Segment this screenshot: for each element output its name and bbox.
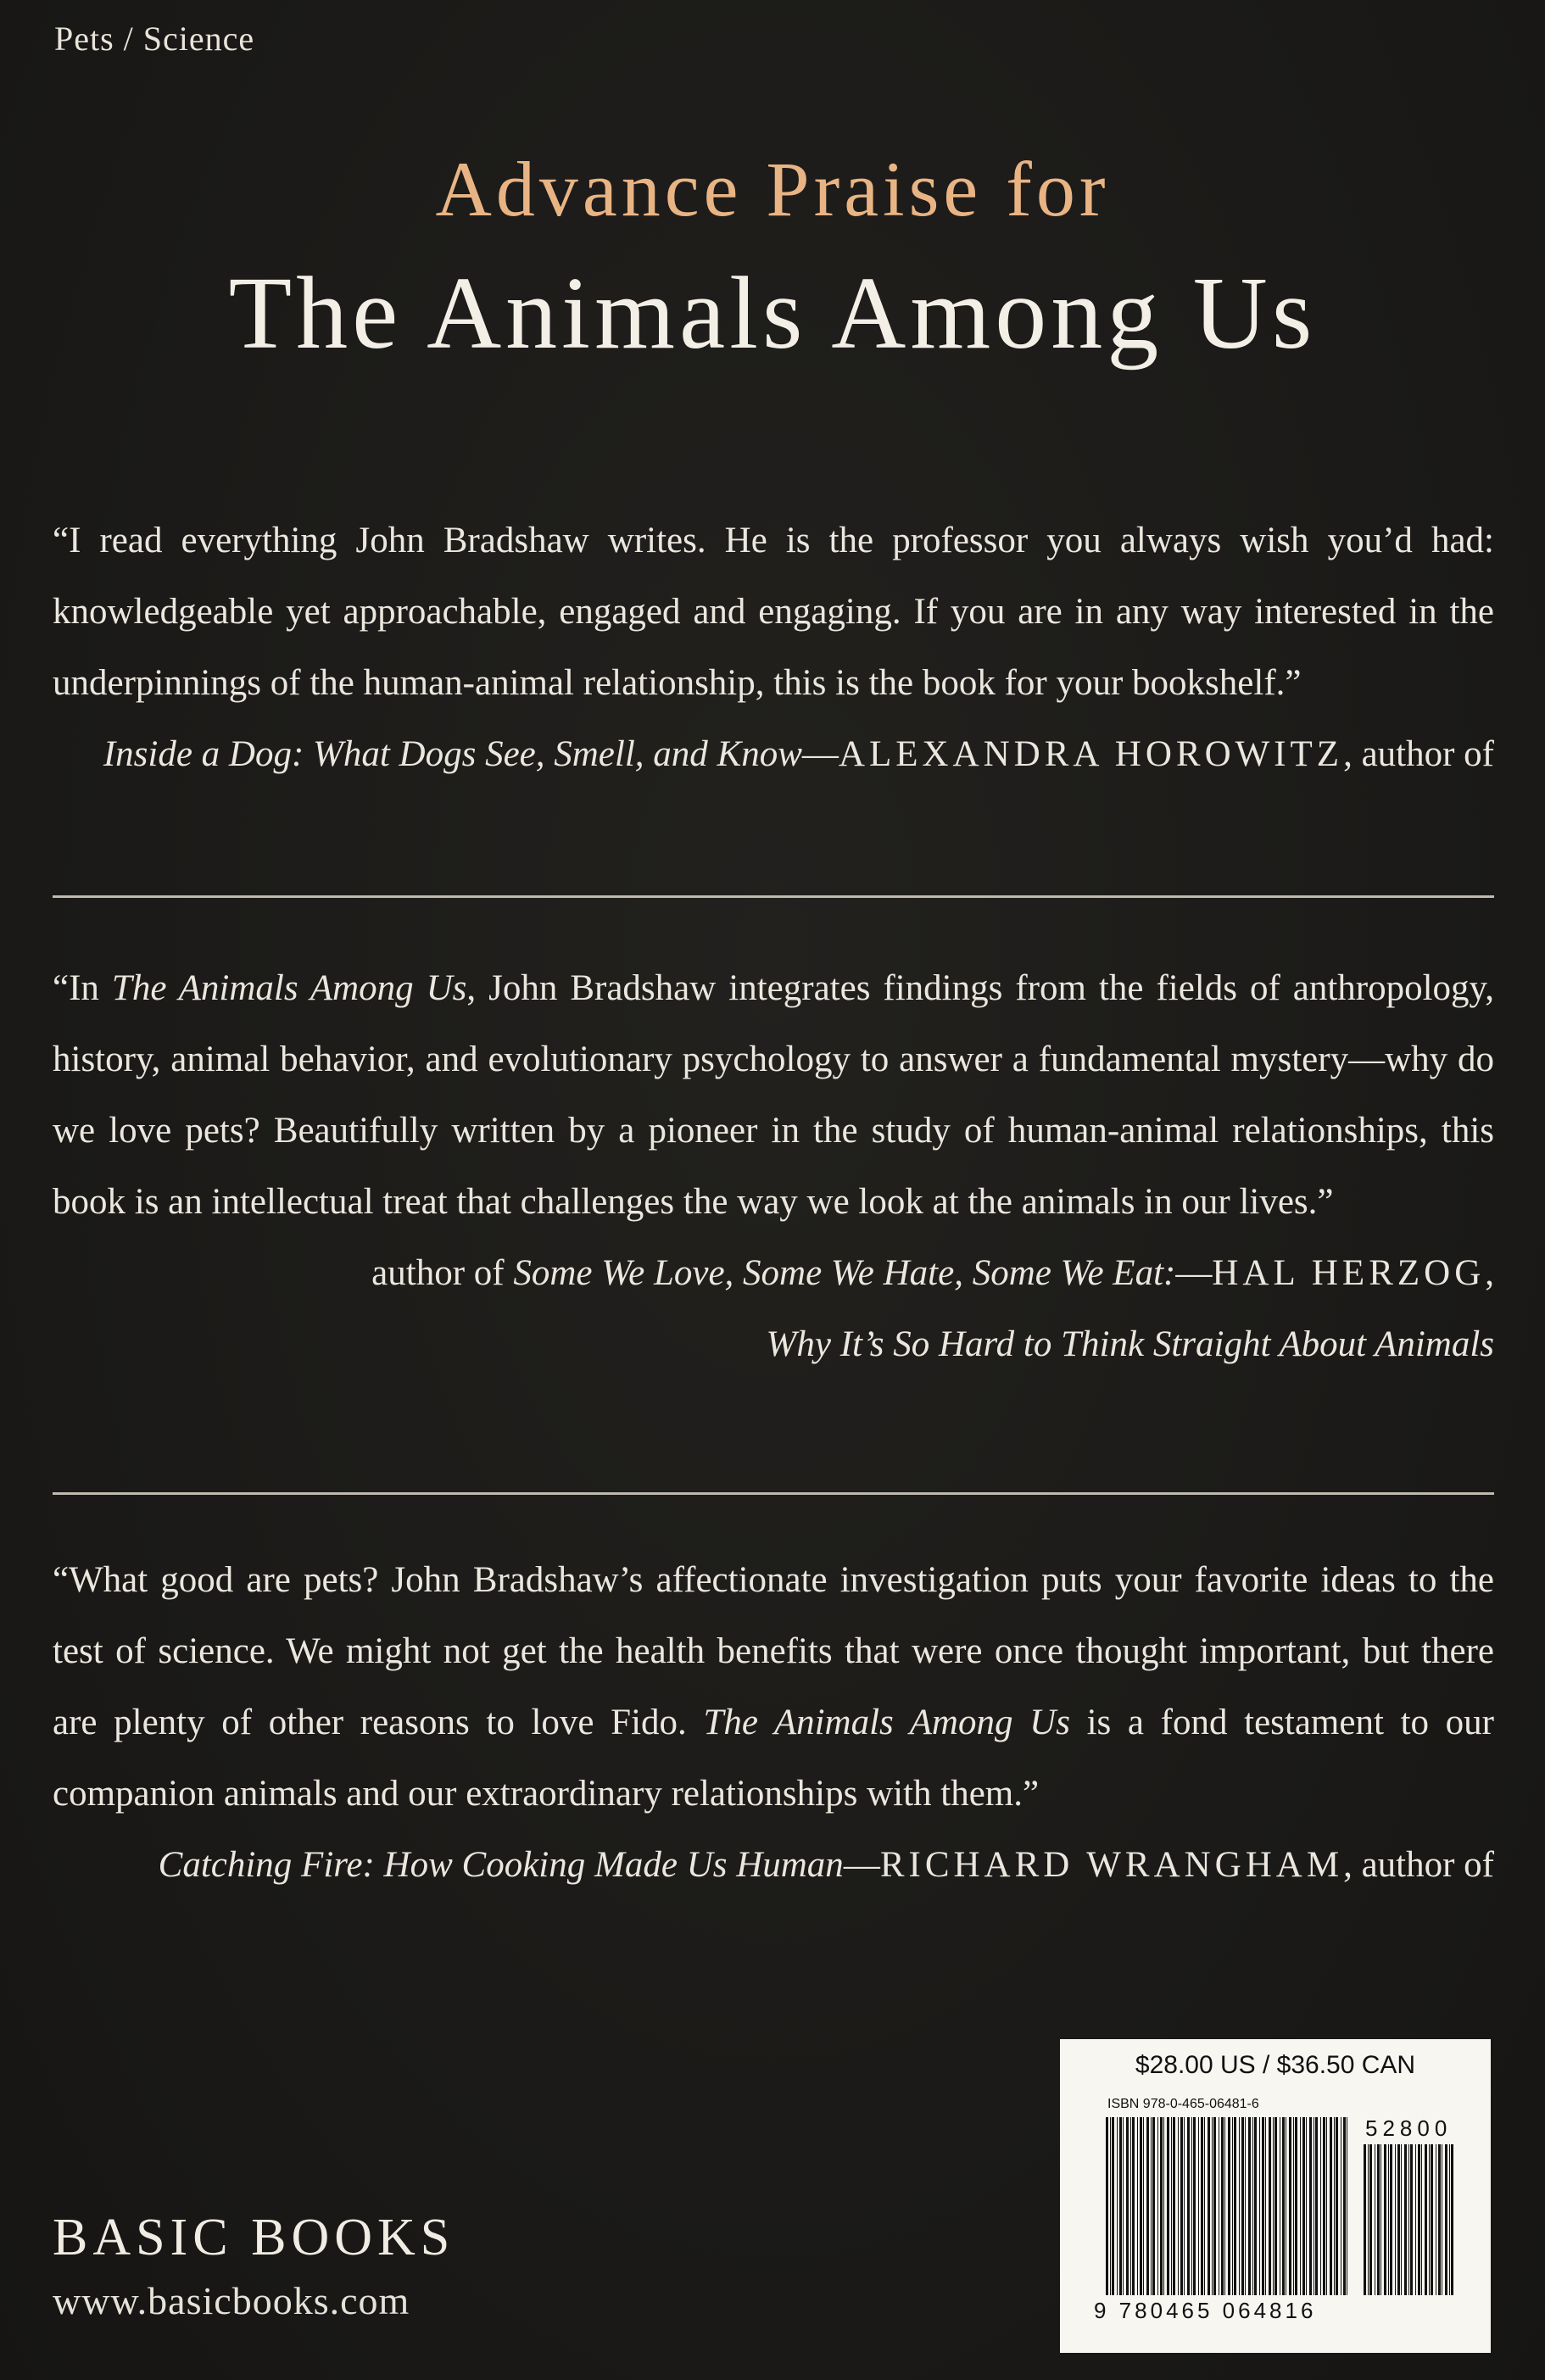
barcode-bar: [1293, 2117, 1294, 2295]
barcode-bar: [1401, 2144, 1402, 2295]
quote-1-attribution: —ALEXANDRA HOROWITZ, author of: [801, 734, 1494, 774]
barcode-bar: [1415, 2144, 1416, 2295]
barcode-bar: [1140, 2117, 1142, 2295]
barcode-bar: [1204, 2117, 1205, 2295]
barcode-bar: [1364, 2144, 1366, 2295]
barcode-bar: [1390, 2144, 1392, 2295]
barcode-bar: [1208, 2117, 1210, 2295]
barcode-bar: [1191, 2117, 1192, 2295]
barcode-bar: [1106, 2117, 1108, 2295]
barcode-bar: [1228, 2117, 1230, 2295]
barcode-bar: [1110, 2117, 1111, 2295]
barcode-bar: [1143, 2117, 1144, 2295]
divider-rule: [53, 1492, 1494, 1495]
publisher-website: www.basicbooks.com: [53, 2279, 410, 2322]
barcode-bar: [1302, 2117, 1305, 2295]
barcode-bar: [1262, 2117, 1264, 2295]
barcode-bar: [1368, 2144, 1369, 2295]
barcode-bar: [1429, 2144, 1430, 2295]
barcode-bar: [1198, 2117, 1199, 2295]
barcode-bar: [1259, 2117, 1260, 2295]
price-addon-barcode: [1364, 2144, 1457, 2295]
barcode-number: 9 780465 064816: [1094, 2298, 1317, 2323]
barcode-box: [1060, 2039, 1491, 2353]
price-addon-number: 52800: [1365, 2115, 1453, 2141]
barcode-bar: [1152, 2117, 1155, 2295]
barcode-bar: [1315, 2117, 1318, 2295]
barcode-bar: [1212, 2117, 1213, 2295]
barcode-bar: [1445, 2144, 1447, 2295]
quote-2-body: , John Bradshaw integrates findings from the fields of anthropology, history, animal behavior, and evolutionary psychology to answer a fundamental mystery—why do we love pets? Beautifully written by a pioneer in the study of human-animal relationships, this book is an intellectual treat that challenges the way we look at the animals in our lives.”: [53, 968, 1495, 1222]
barcode-bar: [1397, 2144, 1400, 2295]
barcode-bar: [1213, 2117, 1216, 2295]
barcode-bar: [1232, 2117, 1233, 2295]
barcode-bar: [1171, 2117, 1172, 2295]
barcode-bar: [1289, 2117, 1291, 2295]
praise-quote-1: [53, 505, 1494, 790]
barcode-bar: [1269, 2117, 1271, 2295]
quote-1-work: Inside a Dog: What Dogs See, Smell, and Know: [103, 734, 802, 774]
barcode-bar: [1123, 2117, 1124, 2295]
barcode-bar: [1132, 2117, 1135, 2295]
barcode-bar: [1451, 2144, 1453, 2295]
barcode-bar: [1320, 2117, 1321, 2295]
barcode-bar: [1130, 2117, 1131, 2295]
quote-3-author: RICHARD WRANGHAM: [879, 1845, 1344, 1885]
quote-2-attribution: —HAL HERZOG,: [1175, 1253, 1494, 1293]
quote-1-author: ALEXANDRA HOROWITZ: [838, 734, 1344, 774]
barcode-bar: [1395, 2144, 1396, 2295]
book-title: The Animals Among Us: [228, 256, 1317, 371]
barcode-bar: [1273, 2117, 1274, 2295]
quote-2-title-italic: The Animals Among Us: [111, 968, 467, 1008]
barcode-bar: [1254, 2117, 1257, 2295]
barcode-bar: [1388, 2144, 1389, 2295]
barcode-bar: [1157, 2117, 1158, 2295]
barcode-bar: [1265, 2117, 1266, 2295]
barcode-bar: [1326, 2117, 1327, 2295]
barcode-bar: [1380, 2144, 1381, 2295]
price-label: $28.00 US / $36.50 CAN: [1135, 2051, 1416, 2079]
barcode-bar: [1323, 2117, 1325, 2295]
barcode-bar: [1184, 2117, 1185, 2295]
barcode-bar: [1248, 2117, 1251, 2295]
barcode-bar: [1421, 2144, 1422, 2295]
barcode-bar: [1384, 2144, 1386, 2295]
praise-heading: Advance Praise for: [435, 146, 1110, 232]
isbn-barcode: [1106, 2117, 1352, 2295]
barcode-bar: [1221, 2117, 1224, 2295]
quote-2-work: author of Some We Love, Some We Hate, Some We Eat:: [371, 1253, 1176, 1293]
divider-rule: [53, 895, 1494, 898]
barcode-bar: [1369, 2144, 1372, 2295]
barcode-bar: [1295, 2117, 1297, 2295]
barcode-bar: [1282, 2117, 1285, 2295]
barcode-bar: [1309, 2117, 1312, 2295]
barcode-bar: [1343, 2117, 1346, 2295]
quote-3-work: Catching Fire: How Cooking Made Us Human: [158, 1845, 844, 1885]
barcode-bar: [1334, 2117, 1335, 2295]
barcode-bar: [1300, 2117, 1301, 2295]
barcode-bar: [1431, 2144, 1433, 2295]
barcode-bar: [1438, 2144, 1441, 2295]
praise-quote-3: [53, 1545, 1494, 1901]
category-label: Pets / Science: [54, 20, 255, 58]
quote-2-text: “In The Animals Among Us, John Bradshaw integrates findings from the fields of anthropology, history, animal behavior, and evolutionary psychology to answer a fundamental mystery—why do we love pets? Beautifully written by a pioneer in the study of human-animal relationships, this book is an intellectual treat that challenges the way we look at the animals in our lives.” —HAL HERZOG,: [53, 953, 1494, 1238]
barcode-bar: [1239, 2117, 1240, 2295]
praise-quote-2: [53, 953, 1494, 1380]
barcode-bar: [1410, 2144, 1413, 2295]
barcode-bar: [1163, 2117, 1164, 2295]
barcode-bar: [1173, 2117, 1175, 2295]
quote-2-author: HAL HERZOG: [1212, 1253, 1486, 1293]
barcode-bar: [1137, 2117, 1138, 2295]
isbn-label: ISBN 978-0-465-06481-6: [1107, 2097, 1259, 2111]
barcode-bar: [1112, 2117, 1114, 2295]
barcode-bar: [1330, 2117, 1332, 2295]
barcode-bar: [1151, 2117, 1152, 2295]
quote-3-attribution: —RICHARD WRANGHAM, author of: [843, 1845, 1494, 1885]
quote-2-work-line2: Why It’s So Hard to Think Straight About Animals: [766, 1324, 1494, 1364]
barcode-bar: [1193, 2117, 1196, 2295]
barcode-bar: [1178, 2117, 1179, 2295]
barcode-bar: [1377, 2144, 1380, 2295]
barcode-bar: [1234, 2117, 1236, 2295]
barcode-bar: [1336, 2117, 1338, 2295]
barcode-bar: [1160, 2117, 1163, 2295]
quote-3-text: “What good are pets? John Bradshaw’s affectionate investigation puts your favorite ideas to the test of science. We might not get the health benefits that were once thought important, but there are plenty of other reasons to love Fido. The Animals Among Us is a fond testament to our companion animals and our extraordinary relationships with them.” —RICHARD WRANGHAM, author of: [53, 1545, 1494, 1830]
barcode-bar: [1146, 2117, 1149, 2295]
barcode-bar: [1201, 2117, 1203, 2295]
quote-3-title-italic: The Animals Among Us: [703, 1703, 1070, 1742]
publisher-name: BASIC BOOKS: [53, 2209, 455, 2266]
barcode-bar: [1418, 2144, 1420, 2295]
barcode-bar: [1167, 2117, 1169, 2295]
barcode-bar: [1117, 2117, 1118, 2295]
barcode-bar: [1126, 2117, 1129, 2295]
barcode-bar: [1187, 2117, 1190, 2295]
barcode-bar: [1449, 2144, 1450, 2295]
barcode-bar: [1252, 2117, 1253, 2295]
barcode-bar: [1306, 2117, 1307, 2295]
barcode-bar: [1274, 2117, 1277, 2295]
barcode-bar: [1224, 2117, 1225, 2295]
barcode-bar: [1408, 2144, 1409, 2295]
barcode-bar: [1119, 2117, 1122, 2295]
barcode-bar: [1404, 2144, 1407, 2295]
barcode-bar: [1241, 2117, 1244, 2295]
barcode-bar: [1425, 2144, 1427, 2295]
barcode-bar: [1245, 2117, 1246, 2295]
quote-1-body: “I read everything John Bradshaw writes. He is the professor you always wish you’d had: knowledgeable yet approachable, engaged and engaging. If you are in any way interested in the underpinnings of the human-animal relationship, this is the book for your bookshelf.”: [53, 521, 1494, 703]
barcode-bar: [1180, 2117, 1183, 2295]
